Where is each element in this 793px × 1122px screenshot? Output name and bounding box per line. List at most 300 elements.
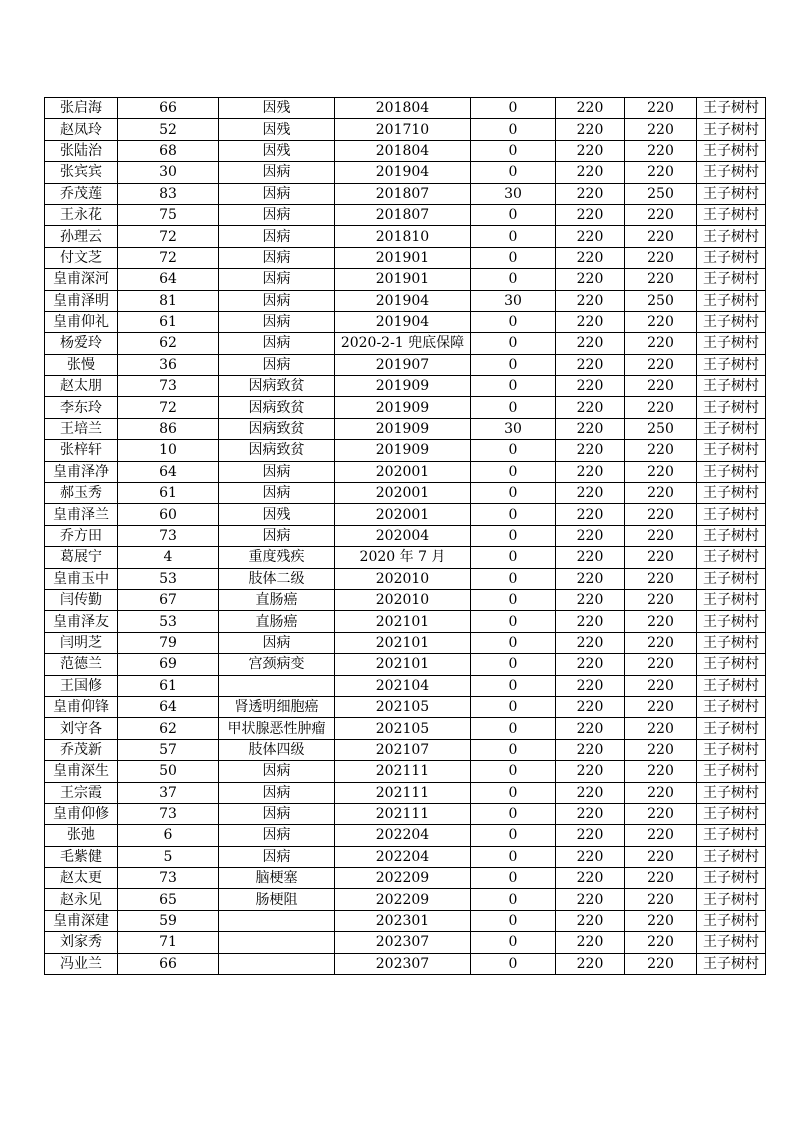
village-cell: 王子树村 xyxy=(697,825,766,846)
base-amount-cell: 220 xyxy=(556,889,625,910)
age-cell: 69 xyxy=(118,654,219,675)
age-cell: 52 xyxy=(118,119,219,140)
date-cell: 2020-2-1 兜底保障 xyxy=(335,333,471,354)
table-row xyxy=(45,483,766,504)
base-amount-cell: 220 xyxy=(556,739,625,760)
age-cell: 62 xyxy=(118,333,219,354)
table-row xyxy=(45,247,766,268)
extra-amount-cell: 0 xyxy=(471,761,556,782)
total-amount-cell: 220 xyxy=(625,504,697,525)
base-amount-cell: 220 xyxy=(556,440,625,461)
base-amount-cell: 220 xyxy=(556,932,625,953)
total-amount-cell: 220 xyxy=(625,354,697,375)
base-amount-cell: 220 xyxy=(556,632,625,653)
village-cell: 王子树村 xyxy=(697,269,766,290)
name-cell: 皇甫深生 xyxy=(45,761,118,782)
total-amount-cell: 220 xyxy=(625,611,697,632)
age-cell: 61 xyxy=(118,311,219,332)
table-row xyxy=(45,611,766,632)
age-cell: 37 xyxy=(118,782,219,803)
reason-cell: 肢体四级 xyxy=(219,739,335,760)
base-amount-cell: 220 xyxy=(556,953,625,974)
name-cell: 皇甫泽兰 xyxy=(45,504,118,525)
total-amount-cell: 220 xyxy=(625,269,697,290)
base-amount-cell: 220 xyxy=(556,825,625,846)
extra-amount-cell: 0 xyxy=(471,376,556,397)
total-amount-cell: 220 xyxy=(625,953,697,974)
reason-cell: 因病致贫 xyxy=(219,440,335,461)
extra-amount-cell: 0 xyxy=(471,397,556,418)
total-amount-cell: 220 xyxy=(625,376,697,397)
table-row xyxy=(45,910,766,931)
age-cell: 73 xyxy=(118,868,219,889)
reason-cell: 因残 xyxy=(219,504,335,525)
name-cell: 皇甫泽明 xyxy=(45,290,118,311)
table-row xyxy=(45,568,766,589)
reason-cell xyxy=(219,910,335,931)
total-amount-cell: 220 xyxy=(625,739,697,760)
reason-cell: 因病致贫 xyxy=(219,418,335,439)
date-cell: 202111 xyxy=(335,782,471,803)
extra-amount-cell: 0 xyxy=(471,803,556,824)
village-cell: 王子树村 xyxy=(697,440,766,461)
village-cell: 王子树村 xyxy=(697,183,766,204)
table-row xyxy=(45,504,766,525)
total-amount-cell: 220 xyxy=(625,547,697,568)
reason-cell: 甲状腺恶性肿瘤 xyxy=(219,718,335,739)
total-amount-cell: 220 xyxy=(625,782,697,803)
total-amount-cell: 220 xyxy=(625,932,697,953)
reason-cell: 因病 xyxy=(219,290,335,311)
name-cell: 赵太朋 xyxy=(45,376,118,397)
name-cell: 赵太更 xyxy=(45,868,118,889)
date-cell: 202301 xyxy=(335,910,471,931)
extra-amount-cell: 0 xyxy=(471,589,556,610)
total-amount-cell: 220 xyxy=(625,525,697,546)
age-cell: 86 xyxy=(118,418,219,439)
base-amount-cell: 220 xyxy=(556,547,625,568)
table-row xyxy=(45,98,766,119)
base-amount-cell: 220 xyxy=(556,525,625,546)
extra-amount-cell: 0 xyxy=(471,119,556,140)
total-amount-cell: 220 xyxy=(625,397,697,418)
table-row xyxy=(45,739,766,760)
date-cell: 201710 xyxy=(335,119,471,140)
table-row xyxy=(45,782,766,803)
base-amount-cell: 220 xyxy=(556,333,625,354)
reason-cell: 因病 xyxy=(219,761,335,782)
base-amount-cell: 220 xyxy=(556,119,625,140)
age-cell: 68 xyxy=(118,140,219,161)
village-cell: 王子树村 xyxy=(697,675,766,696)
total-amount-cell: 220 xyxy=(625,846,697,867)
age-cell: 72 xyxy=(118,226,219,247)
extra-amount-cell: 0 xyxy=(471,739,556,760)
base-amount-cell: 220 xyxy=(556,183,625,204)
date-cell: 202101 xyxy=(335,654,471,675)
reason-cell: 直肠癌 xyxy=(219,611,335,632)
date-cell: 202204 xyxy=(335,846,471,867)
base-amount-cell: 220 xyxy=(556,910,625,931)
extra-amount-cell: 0 xyxy=(471,440,556,461)
base-amount-cell: 220 xyxy=(556,483,625,504)
extra-amount-cell: 0 xyxy=(471,162,556,183)
name-cell: 皇甫深河 xyxy=(45,269,118,290)
extra-amount-cell: 0 xyxy=(471,204,556,225)
date-cell: 202001 xyxy=(335,483,471,504)
village-cell: 王子树村 xyxy=(697,739,766,760)
date-cell: 201901 xyxy=(335,269,471,290)
reason-cell: 因残 xyxy=(219,98,335,119)
total-amount-cell: 220 xyxy=(625,98,697,119)
date-cell: 201904 xyxy=(335,311,471,332)
village-cell: 王子树村 xyxy=(697,761,766,782)
date-cell: 201804 xyxy=(335,98,471,119)
reason-cell: 因病 xyxy=(219,247,335,268)
name-cell: 乔茂新 xyxy=(45,739,118,760)
date-cell: 201810 xyxy=(335,226,471,247)
date-cell: 201804 xyxy=(335,140,471,161)
name-cell: 王宗霞 xyxy=(45,782,118,803)
table-row xyxy=(45,354,766,375)
village-cell: 王子树村 xyxy=(697,504,766,525)
village-cell: 王子树村 xyxy=(697,354,766,375)
table-row xyxy=(45,140,766,161)
total-amount-cell: 220 xyxy=(625,226,697,247)
table-row xyxy=(45,397,766,418)
table-row xyxy=(45,440,766,461)
base-amount-cell: 220 xyxy=(556,761,625,782)
name-cell: 毛紫健 xyxy=(45,846,118,867)
name-cell: 乔茂莲 xyxy=(45,183,118,204)
reason-cell: 肾透明细胞癌 xyxy=(219,696,335,717)
village-cell: 王子树村 xyxy=(697,696,766,717)
date-cell: 201807 xyxy=(335,183,471,204)
date-cell: 202307 xyxy=(335,932,471,953)
age-cell: 66 xyxy=(118,98,219,119)
base-amount-cell: 220 xyxy=(556,311,625,332)
name-cell: 冯业兰 xyxy=(45,953,118,974)
extra-amount-cell: 0 xyxy=(471,868,556,889)
extra-amount-cell: 0 xyxy=(471,247,556,268)
base-amount-cell: 220 xyxy=(556,846,625,867)
extra-amount-cell: 0 xyxy=(471,889,556,910)
total-amount-cell: 220 xyxy=(625,440,697,461)
date-cell: 201904 xyxy=(335,162,471,183)
date-cell: 202209 xyxy=(335,868,471,889)
extra-amount-cell: 0 xyxy=(471,269,556,290)
total-amount-cell: 220 xyxy=(625,803,697,824)
date-cell: 202101 xyxy=(335,611,471,632)
date-cell: 202107 xyxy=(335,739,471,760)
extra-amount-cell: 0 xyxy=(471,311,556,332)
total-amount-cell: 220 xyxy=(625,868,697,889)
name-cell: 张慢 xyxy=(45,354,118,375)
extra-amount-cell: 0 xyxy=(471,354,556,375)
table-body xyxy=(45,98,766,975)
reason-cell: 直肠癌 xyxy=(219,589,335,610)
name-cell: 孙理云 xyxy=(45,226,118,247)
village-cell: 王子树村 xyxy=(697,290,766,311)
base-amount-cell: 220 xyxy=(556,568,625,589)
extra-amount-cell: 0 xyxy=(471,953,556,974)
table-row xyxy=(45,226,766,247)
date-cell: 201904 xyxy=(335,290,471,311)
base-amount-cell: 220 xyxy=(556,461,625,482)
extra-amount-cell: 0 xyxy=(471,718,556,739)
name-cell: 李东玲 xyxy=(45,397,118,418)
name-cell: 张陆治 xyxy=(45,140,118,161)
age-cell: 61 xyxy=(118,483,219,504)
extra-amount-cell: 30 xyxy=(471,183,556,204)
age-cell: 50 xyxy=(118,761,219,782)
age-cell: 67 xyxy=(118,589,219,610)
reason-cell xyxy=(219,675,335,696)
age-cell: 64 xyxy=(118,269,219,290)
date-cell: 202001 xyxy=(335,504,471,525)
age-cell: 61 xyxy=(118,675,219,696)
date-cell: 202010 xyxy=(335,589,471,610)
name-cell: 皇甫泽友 xyxy=(45,611,118,632)
reason-cell: 重度残疾 xyxy=(219,547,335,568)
base-amount-cell: 220 xyxy=(556,247,625,268)
age-cell: 71 xyxy=(118,932,219,953)
date-cell: 202111 xyxy=(335,761,471,782)
date-cell: 202307 xyxy=(335,953,471,974)
extra-amount-cell: 0 xyxy=(471,98,556,119)
age-cell: 62 xyxy=(118,718,219,739)
name-cell: 张启海 xyxy=(45,98,118,119)
date-cell: 202209 xyxy=(335,889,471,910)
base-amount-cell: 220 xyxy=(556,611,625,632)
age-cell: 30 xyxy=(118,162,219,183)
total-amount-cell: 220 xyxy=(625,910,697,931)
village-cell: 王子树村 xyxy=(697,311,766,332)
total-amount-cell: 220 xyxy=(625,247,697,268)
base-amount-cell: 220 xyxy=(556,98,625,119)
extra-amount-cell: 0 xyxy=(471,333,556,354)
extra-amount-cell: 0 xyxy=(471,632,556,653)
name-cell: 皇甫玉中 xyxy=(45,568,118,589)
age-cell: 53 xyxy=(118,568,219,589)
age-cell: 83 xyxy=(118,183,219,204)
table-row xyxy=(45,632,766,653)
reason-cell: 因病 xyxy=(219,226,335,247)
reason-cell: 因病 xyxy=(219,803,335,824)
age-cell: 72 xyxy=(118,247,219,268)
reason-cell: 因病 xyxy=(219,183,335,204)
village-cell: 王子树村 xyxy=(697,568,766,589)
table-row xyxy=(45,846,766,867)
age-cell: 59 xyxy=(118,910,219,931)
total-amount-cell: 220 xyxy=(625,568,697,589)
extra-amount-cell: 0 xyxy=(471,910,556,931)
reason-cell: 脑梗塞 xyxy=(219,868,335,889)
reason-cell: 因病致贫 xyxy=(219,397,335,418)
age-cell: 53 xyxy=(118,611,219,632)
village-cell: 王子树村 xyxy=(697,632,766,653)
table-row xyxy=(45,889,766,910)
total-amount-cell: 220 xyxy=(625,675,697,696)
table-row xyxy=(45,953,766,974)
extra-amount-cell: 0 xyxy=(471,932,556,953)
total-amount-cell: 220 xyxy=(625,825,697,846)
reason-cell: 因病 xyxy=(219,269,335,290)
village-cell: 王子树村 xyxy=(697,119,766,140)
reason-cell: 因病 xyxy=(219,461,335,482)
table-row xyxy=(45,269,766,290)
age-cell: 6 xyxy=(118,825,219,846)
extra-amount-cell: 0 xyxy=(471,568,556,589)
age-cell: 64 xyxy=(118,696,219,717)
age-cell: 57 xyxy=(118,739,219,760)
table-row xyxy=(45,162,766,183)
total-amount-cell: 220 xyxy=(625,311,697,332)
extra-amount-cell: 0 xyxy=(471,825,556,846)
date-cell: 201909 xyxy=(335,397,471,418)
total-amount-cell: 220 xyxy=(625,162,697,183)
table-row xyxy=(45,204,766,225)
table-row xyxy=(45,183,766,204)
village-cell: 王子树村 xyxy=(697,98,766,119)
village-cell: 王子树村 xyxy=(697,140,766,161)
extra-amount-cell: 30 xyxy=(471,418,556,439)
name-cell: 皇甫仰锋 xyxy=(45,696,118,717)
table-row xyxy=(45,119,766,140)
age-cell: 10 xyxy=(118,440,219,461)
name-cell: 张宾宾 xyxy=(45,162,118,183)
reason-cell: 因病 xyxy=(219,204,335,225)
base-amount-cell: 220 xyxy=(556,504,625,525)
table-row xyxy=(45,525,766,546)
reason-cell: 因病 xyxy=(219,825,335,846)
reason-cell: 因病 xyxy=(219,311,335,332)
age-cell: 64 xyxy=(118,461,219,482)
extra-amount-cell: 0 xyxy=(471,654,556,675)
name-cell: 王国修 xyxy=(45,675,118,696)
base-amount-cell: 220 xyxy=(556,226,625,247)
extra-amount-cell: 0 xyxy=(471,483,556,504)
name-cell: 王永花 xyxy=(45,204,118,225)
age-cell: 5 xyxy=(118,846,219,867)
village-cell: 王子树村 xyxy=(697,910,766,931)
village-cell: 王子树村 xyxy=(697,803,766,824)
village-cell: 王子树村 xyxy=(697,868,766,889)
date-cell: 201907 xyxy=(335,354,471,375)
reason-cell: 因病 xyxy=(219,846,335,867)
reason-cell: 肠梗阻 xyxy=(219,889,335,910)
name-cell: 付文芝 xyxy=(45,247,118,268)
village-cell: 王子树村 xyxy=(697,846,766,867)
reason-cell: 宫颈病变 xyxy=(219,654,335,675)
village-cell: 王子树村 xyxy=(697,782,766,803)
village-cell: 王子树村 xyxy=(697,162,766,183)
reason-cell: 因病致贫 xyxy=(219,376,335,397)
village-cell: 王子树村 xyxy=(697,483,766,504)
age-cell: 81 xyxy=(118,290,219,311)
village-cell: 王子树村 xyxy=(697,204,766,225)
table-row xyxy=(45,675,766,696)
date-cell: 201909 xyxy=(335,440,471,461)
reason-cell xyxy=(219,953,335,974)
base-amount-cell: 220 xyxy=(556,803,625,824)
base-amount-cell: 220 xyxy=(556,718,625,739)
village-cell: 王子树村 xyxy=(697,654,766,675)
name-cell: 刘守各 xyxy=(45,718,118,739)
table-row xyxy=(45,932,766,953)
age-cell: 79 xyxy=(118,632,219,653)
total-amount-cell: 250 xyxy=(625,418,697,439)
base-amount-cell: 220 xyxy=(556,290,625,311)
village-cell: 王子树村 xyxy=(697,226,766,247)
age-cell: 73 xyxy=(118,525,219,546)
table-row xyxy=(45,803,766,824)
village-cell: 王子树村 xyxy=(697,589,766,610)
table-row xyxy=(45,333,766,354)
date-cell: 202101 xyxy=(335,632,471,653)
base-amount-cell: 220 xyxy=(556,397,625,418)
name-cell: 赵凤玲 xyxy=(45,119,118,140)
table-row xyxy=(45,761,766,782)
name-cell: 皇甫仰修 xyxy=(45,803,118,824)
table-row xyxy=(45,654,766,675)
name-cell: 刘家秀 xyxy=(45,932,118,953)
total-amount-cell: 220 xyxy=(625,761,697,782)
village-cell: 王子树村 xyxy=(697,525,766,546)
date-cell: 201901 xyxy=(335,247,471,268)
village-cell: 王子树村 xyxy=(697,461,766,482)
age-cell: 73 xyxy=(118,803,219,824)
age-cell: 66 xyxy=(118,953,219,974)
date-cell: 202104 xyxy=(335,675,471,696)
base-amount-cell: 220 xyxy=(556,354,625,375)
reason-cell: 因病 xyxy=(219,354,335,375)
village-cell: 王子树村 xyxy=(697,718,766,739)
total-amount-cell: 220 xyxy=(625,889,697,910)
table-row xyxy=(45,290,766,311)
reason-cell: 因病 xyxy=(219,525,335,546)
reason-cell xyxy=(219,932,335,953)
village-cell: 王子树村 xyxy=(697,397,766,418)
table-row xyxy=(45,418,766,439)
base-amount-cell: 220 xyxy=(556,204,625,225)
name-cell: 杨爱玲 xyxy=(45,333,118,354)
total-amount-cell: 220 xyxy=(625,204,697,225)
base-amount-cell: 220 xyxy=(556,589,625,610)
date-cell: 202001 xyxy=(335,461,471,482)
name-cell: 王培兰 xyxy=(45,418,118,439)
date-cell: 2020 年 7 月 xyxy=(335,547,471,568)
extra-amount-cell: 0 xyxy=(471,846,556,867)
extra-amount-cell: 0 xyxy=(471,675,556,696)
name-cell: 皇甫仰礼 xyxy=(45,311,118,332)
name-cell: 皇甫深建 xyxy=(45,910,118,931)
village-cell: 王子树村 xyxy=(697,376,766,397)
date-cell: 202111 xyxy=(335,803,471,824)
age-cell: 65 xyxy=(118,889,219,910)
date-cell: 202004 xyxy=(335,525,471,546)
base-amount-cell: 220 xyxy=(556,162,625,183)
date-cell: 201807 xyxy=(335,204,471,225)
total-amount-cell: 220 xyxy=(625,696,697,717)
reason-cell: 因病 xyxy=(219,333,335,354)
table-row xyxy=(45,718,766,739)
extra-amount-cell: 30 xyxy=(471,290,556,311)
name-cell: 张弛 xyxy=(45,825,118,846)
date-cell: 201909 xyxy=(335,418,471,439)
base-amount-cell: 220 xyxy=(556,696,625,717)
village-cell: 王子树村 xyxy=(697,333,766,354)
